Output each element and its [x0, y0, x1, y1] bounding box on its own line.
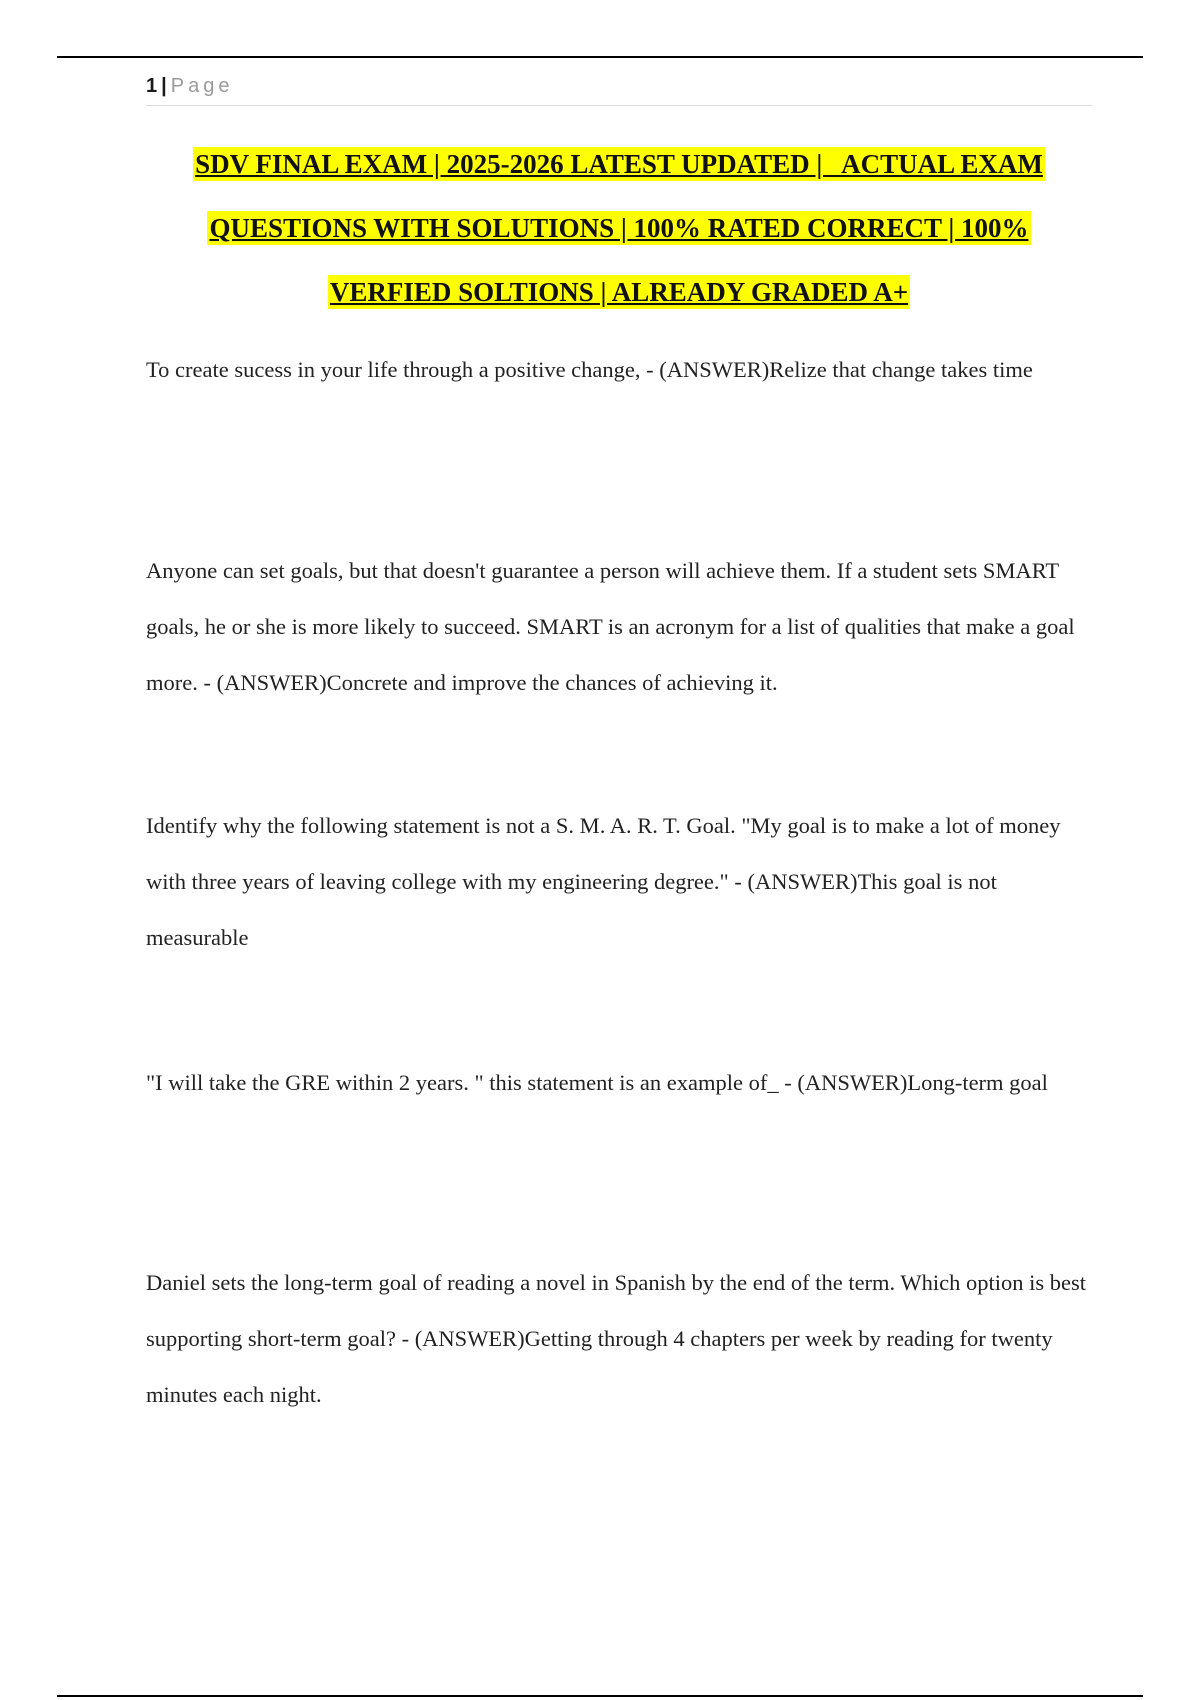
title-line-2-text: QUESTIONS WITH SOLUTIONS | 100% RATED CORRECT | 100%	[209, 213, 1029, 243]
title-line-3-text: VERFIED SOLTIONS | ALREADY GRADED A+	[329, 277, 909, 307]
question-answer-3: Identify why the following statement is not a S. M. A. R. T. Goal. "My goal is to make a lot of money with three years of leaving college with my engineering degree." - (ANSWER)This goal is not measurable	[146, 813, 1061, 950]
title-line-1	[146, 140, 1092, 204]
question-answer-2: Anyone can set goals, but that doesn't guarantee a person will achieve them. If a student sets SMART goals, he or she is more likely to succeed. SMART is an acronym for a list of qualities that make a goal more. - (ANSWER)Concrete and improve the chances of achieving it.	[146, 558, 1075, 695]
bottom-rule	[57, 1695, 1143, 1697]
question-answer-4: "I will take the GRE within 2 years. " this statement is an example of_ - (ANSWER)Long-term goal	[146, 1070, 1048, 1095]
document-title	[146, 140, 1092, 332]
page-separator: |	[161, 75, 167, 97]
question-answer-5: Daniel sets the long-term goal of reading a novel in Spanish by the end of the term. Which option is best supporting short-term goal? - (ANSWER)Getting through 4 chapters per week by reading for twenty minutes each night.	[146, 1270, 1087, 1407]
page-number: 1	[146, 75, 158, 97]
question-answer-1: To create sucess in your life through a positive change, - (ANSWER)Relize that change takes time	[146, 357, 1033, 382]
top-rule	[57, 56, 1143, 58]
title-line-3	[146, 268, 1092, 332]
page-header	[146, 72, 1092, 106]
title-line-2	[146, 204, 1092, 268]
title-line-1-text: SDV FINAL EXAM | 2025-2026 LATEST UPDATED | ACTUAL EXAM	[195, 149, 1043, 179]
page-label: Page	[170, 75, 234, 97]
